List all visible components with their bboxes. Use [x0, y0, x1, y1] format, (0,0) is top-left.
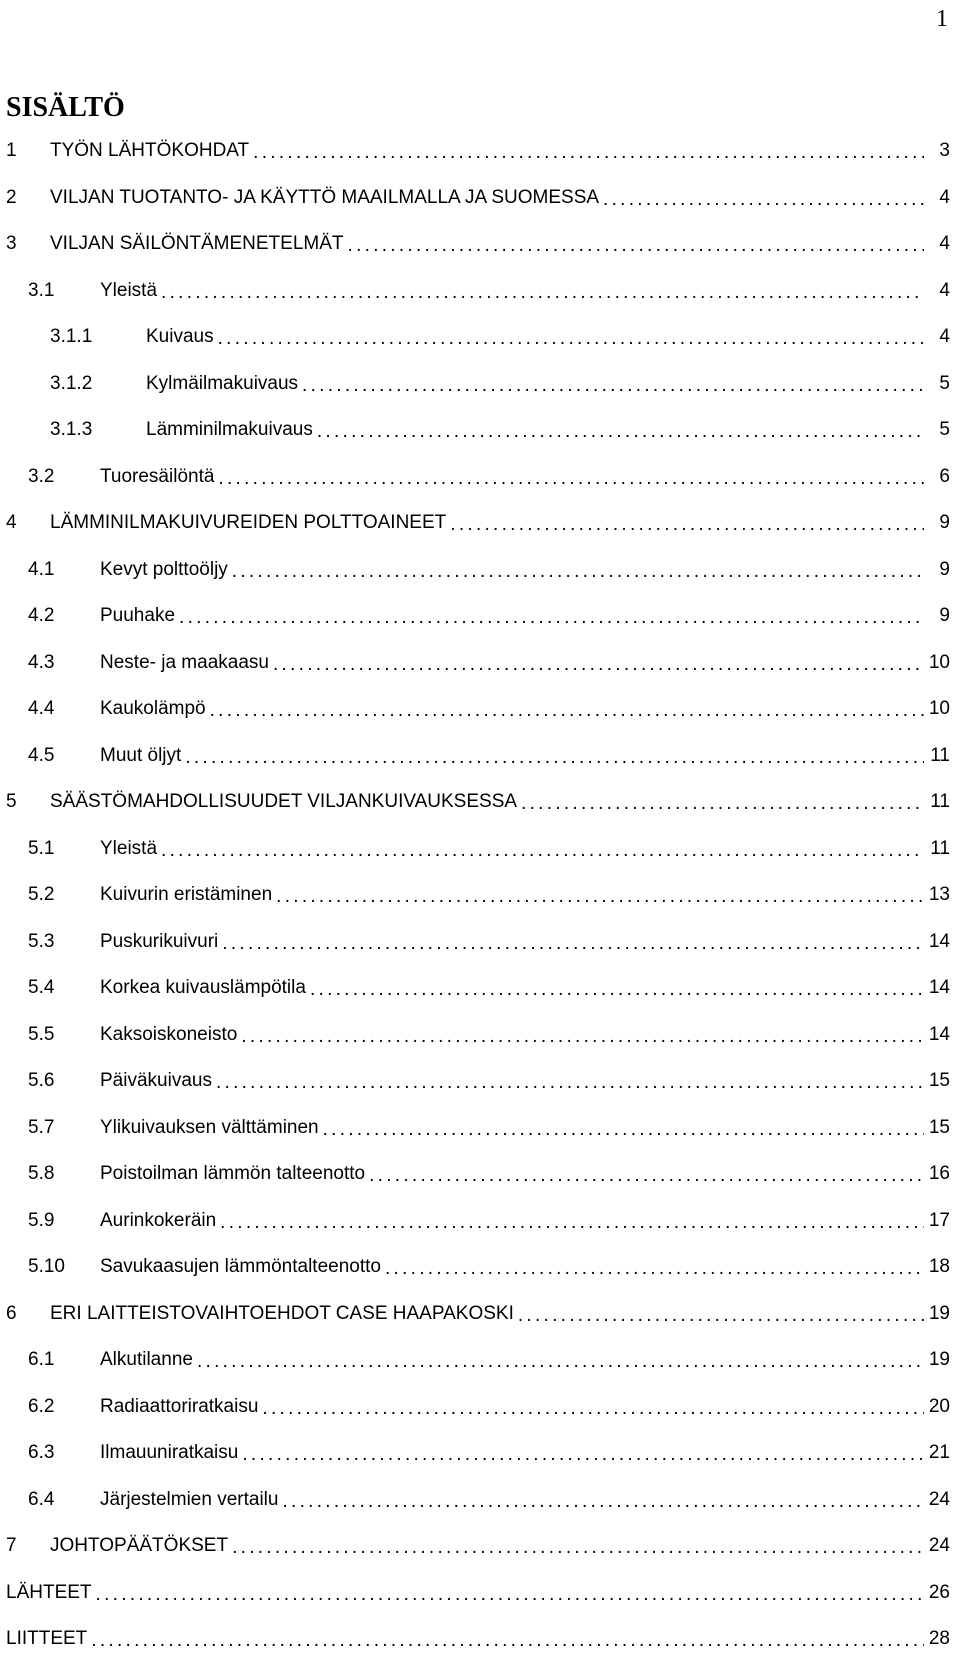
toc-entry[interactable] [6, 1105, 950, 1152]
toc-entry[interactable] [6, 314, 950, 361]
toc-dot-leader [348, 235, 924, 257]
toc-entry[interactable] [6, 826, 950, 873]
toc-entry-page: 9 [939, 512, 950, 534]
toc-entry-page: 11 [930, 791, 950, 813]
toc-entry-label: ERI LAITTEISTOVAIHTOEHDOT CASE HAAPAKOSKI [50, 1302, 514, 1324]
toc-dot-leader [232, 561, 924, 583]
toc-entry-page: 3 [939, 140, 950, 162]
toc-entry-page: 18 [928, 1256, 950, 1278]
toc-entry-number: 4.5 [28, 744, 55, 766]
toc-dot-leader [253, 142, 924, 164]
toc-dot-leader [450, 514, 924, 536]
toc-entry-page: 20 [928, 1395, 950, 1417]
toc-entry-label: Kevyt polttoöljy [100, 558, 228, 580]
toc-entry-label: Lämminilmakuivaus [146, 419, 313, 441]
toc-entry-label: LÄHTEET [6, 1581, 92, 1603]
toc-entry[interactable] [6, 1244, 950, 1291]
toc-dot-leader [220, 1212, 924, 1234]
toc-entry[interactable] [6, 779, 950, 826]
toc-entry[interactable] [6, 640, 950, 687]
toc-entry-page: 19 [928, 1349, 950, 1371]
toc-title: SISÄLTÖ [6, 92, 125, 123]
toc-entry-page: 10 [928, 651, 950, 673]
toc-entry-page: 11 [930, 744, 950, 766]
toc-entry-number: 5.9 [28, 1209, 55, 1231]
toc-entry-label: JOHTOPÄÄTÖKSET [50, 1535, 229, 1557]
toc-entry[interactable] [6, 686, 950, 733]
toc-entry-label: Korkea kuivauslämpötila [100, 977, 306, 999]
toc-entry-page: 28 [928, 1628, 950, 1650]
toc-entry[interactable] [6, 1198, 950, 1245]
toc-entry-page: 14 [928, 1023, 950, 1045]
toc-entry-page: 14 [928, 977, 950, 999]
toc-entry-number: 5.6 [28, 1070, 55, 1092]
toc-entry-number: 3.1.1 [50, 326, 93, 348]
toc-dot-leader [185, 747, 924, 769]
toc-entry-label: VILJAN SÄILÖNTÄMENETELMÄT [50, 233, 344, 255]
toc-dot-leader [241, 1026, 924, 1048]
toc-entry-number: 7 [6, 1535, 17, 1557]
toc-entry-page: 4 [939, 279, 950, 301]
toc-entry[interactable] [6, 547, 950, 594]
toc-dot-leader [218, 468, 924, 490]
toc-entry-label: Kylmäilmakuivaus [146, 372, 299, 394]
toc-entry[interactable] [6, 733, 950, 780]
toc-dot-leader [323, 1119, 924, 1141]
toc-entry-label: LÄMMINILMAKUIVUREIDEN POLTTOAINEET [50, 512, 447, 534]
toc-entry-number: 6.1 [28, 1349, 55, 1371]
toc-entry-number: 5.1 [28, 837, 55, 859]
toc-entry-label: Muut öljyt [100, 744, 182, 766]
toc-entry-number: 5.2 [28, 884, 55, 906]
toc-entry-page: 15 [928, 1116, 950, 1138]
toc-entry-label: Neste- ja maakaasu [100, 651, 269, 673]
toc-entry-number: 4.1 [28, 558, 55, 580]
toc-entry-page: 9 [939, 605, 950, 627]
toc-entry-page: 4 [939, 186, 950, 208]
toc-entry-label: Järjestelmien vertailu [100, 1488, 279, 1510]
toc-entry[interactable] [6, 500, 950, 547]
toc-entry-label: SÄÄSTÖMAHDOLLISUUDET VILJANKUIVAUKSESSA [50, 791, 518, 813]
toc-dot-leader [91, 1630, 924, 1652]
toc-entry-page: 24 [928, 1535, 950, 1557]
toc-entry-label: Alkutilanne [100, 1349, 193, 1371]
toc-entry-number: 5.4 [28, 977, 55, 999]
toc-dot-leader [282, 1491, 924, 1513]
toc-entry[interactable] [6, 1616, 950, 1663]
toc-dot-leader [521, 793, 924, 815]
toc-entry-number: 6.3 [28, 1442, 55, 1464]
toc-entry[interactable] [6, 221, 950, 268]
toc-entry-label: Kuivaus [146, 326, 214, 348]
toc-entry-label: Kaksoiskoneisto [100, 1023, 238, 1045]
toc-entry-number: 3.1.3 [50, 419, 93, 441]
toc-entry-page: 13 [928, 884, 950, 906]
toc-entry-number: 4.4 [28, 698, 55, 720]
toc-entry-page: 16 [928, 1163, 950, 1185]
toc-entry-label: Ilmauuniratkaisu [100, 1442, 239, 1464]
toc-entry-label: Päiväkuivaus [100, 1070, 212, 1092]
toc-entry-number: 4 [6, 512, 17, 534]
toc-entry-number: 1 [6, 140, 17, 162]
toc-dot-leader [273, 654, 924, 676]
toc-entry-label: Aurinkokeräin [100, 1209, 217, 1231]
toc-dot-leader [96, 1584, 924, 1606]
toc-entry[interactable] [6, 175, 950, 222]
toc-entry-number: 3 [6, 233, 17, 255]
toc-entry-number: 3.1.2 [50, 372, 93, 394]
toc-entry-page: 9 [939, 558, 950, 580]
toc-entry[interactable] [6, 1430, 950, 1477]
toc-dot-leader [242, 1444, 924, 1466]
table-of-contents [6, 128, 950, 1663]
toc-entry[interactable] [6, 407, 950, 454]
toc-entry[interactable] [6, 1058, 950, 1105]
toc-dot-leader [302, 375, 924, 397]
toc-dot-leader [216, 1072, 924, 1094]
toc-entry[interactable] [6, 1570, 950, 1617]
toc-entry-number: 2 [6, 186, 17, 208]
toc-entry-number: 5 [6, 791, 17, 813]
toc-dot-leader [161, 282, 924, 304]
toc-entry-label: Yleistä [100, 279, 158, 301]
toc-dot-leader [310, 979, 924, 1001]
toc-entry[interactable] [6, 454, 950, 501]
toc-entry-number: 3.1 [28, 279, 55, 301]
toc-dot-leader [262, 1398, 924, 1420]
toc-entry-page: 11 [930, 837, 950, 859]
toc-dot-leader [232, 1537, 924, 1559]
toc-entry-number: 3.2 [28, 465, 55, 487]
toc-entry-page: 14 [928, 930, 950, 952]
toc-dot-leader [161, 840, 924, 862]
toc-entry-page: 24 [928, 1488, 950, 1510]
toc-entry-page: 4 [939, 326, 950, 348]
toc-entry-label: Poistoilman lämmön talteenotto [100, 1163, 366, 1185]
toc-entry-number: 5.3 [28, 930, 55, 952]
toc-entry-label: Puuhake [100, 605, 176, 627]
toc-entry-page: 4 [939, 233, 950, 255]
toc-entry[interactable] [6, 128, 950, 175]
toc-entry-number: 6.4 [28, 1488, 55, 1510]
toc-entry-label: Tuoresäilöntä [100, 465, 215, 487]
toc-dot-leader [197, 1351, 924, 1373]
toc-entry[interactable] [6, 965, 950, 1012]
toc-entry-label: VILJAN TUOTANTO- JA KÄYTTÖ MAAILMALLA JA SUOMESSA [50, 186, 600, 208]
toc-entry-number: 4.2 [28, 605, 55, 627]
toc-entry[interactable] [6, 919, 950, 966]
toc-entry[interactable] [6, 268, 950, 315]
toc-dot-leader [369, 1165, 924, 1187]
toc-entry-label: Radiaattoriratkaisu [100, 1395, 259, 1417]
toc-entry-page: 15 [928, 1070, 950, 1092]
toc-entry-label: TYÖN LÄHTÖKOHDAT [50, 140, 250, 162]
page-number: 1 [936, 6, 948, 32]
toc-dot-leader [518, 1305, 924, 1327]
toc-entry-page: 19 [928, 1302, 950, 1324]
toc-dot-leader [603, 189, 924, 211]
toc-entry[interactable] [6, 361, 950, 408]
toc-entry[interactable] [6, 1384, 950, 1431]
toc-entry-number: 6.2 [28, 1395, 55, 1417]
toc-entry-page: 26 [928, 1581, 950, 1603]
toc-entry[interactable] [6, 872, 950, 919]
toc-entry-label: Yleistä [100, 837, 158, 859]
toc-entry-number: 5.10 [28, 1256, 65, 1278]
toc-entry[interactable] [6, 593, 950, 640]
toc-entry[interactable] [6, 1477, 950, 1524]
toc-entry[interactable] [6, 1291, 950, 1338]
toc-dot-leader [210, 700, 924, 722]
toc-entry-number: 4.3 [28, 651, 55, 673]
toc-entry-page: 21 [928, 1442, 950, 1464]
toc-dot-leader [317, 421, 924, 443]
toc-entry-page: 6 [939, 465, 950, 487]
toc-entry[interactable] [6, 1012, 950, 1059]
toc-entry-label: Puskurikuivuri [100, 930, 219, 952]
toc-entry[interactable] [6, 1523, 950, 1570]
toc-entry-page: 5 [939, 372, 950, 394]
toc-entry-number: 5.5 [28, 1023, 55, 1045]
toc-entry-label: Savukaasujen lämmöntalteenotto [100, 1256, 381, 1278]
toc-dot-leader [276, 886, 924, 908]
toc-entry-page: 17 [928, 1209, 950, 1231]
toc-entry[interactable] [6, 1337, 950, 1384]
toc-entry-label: Kuivurin eristäminen [100, 884, 273, 906]
toc-entry-number: 6 [6, 1302, 17, 1324]
toc-entry-number: 5.7 [28, 1116, 55, 1138]
toc-entry-label: Kaukolämpö [100, 698, 206, 720]
toc-entry-label: LIITTEET [6, 1628, 88, 1650]
toc-dot-leader [218, 328, 924, 350]
toc-entry-page: 10 [928, 698, 950, 720]
toc-entry-page: 5 [939, 419, 950, 441]
toc-entry[interactable] [6, 1151, 950, 1198]
toc-dot-leader [222, 933, 924, 955]
toc-entry-label: Ylikuivauksen välttäminen [100, 1116, 319, 1138]
toc-dot-leader [179, 607, 924, 629]
toc-entry-number: 5.8 [28, 1163, 55, 1185]
toc-dot-leader [385, 1258, 924, 1280]
